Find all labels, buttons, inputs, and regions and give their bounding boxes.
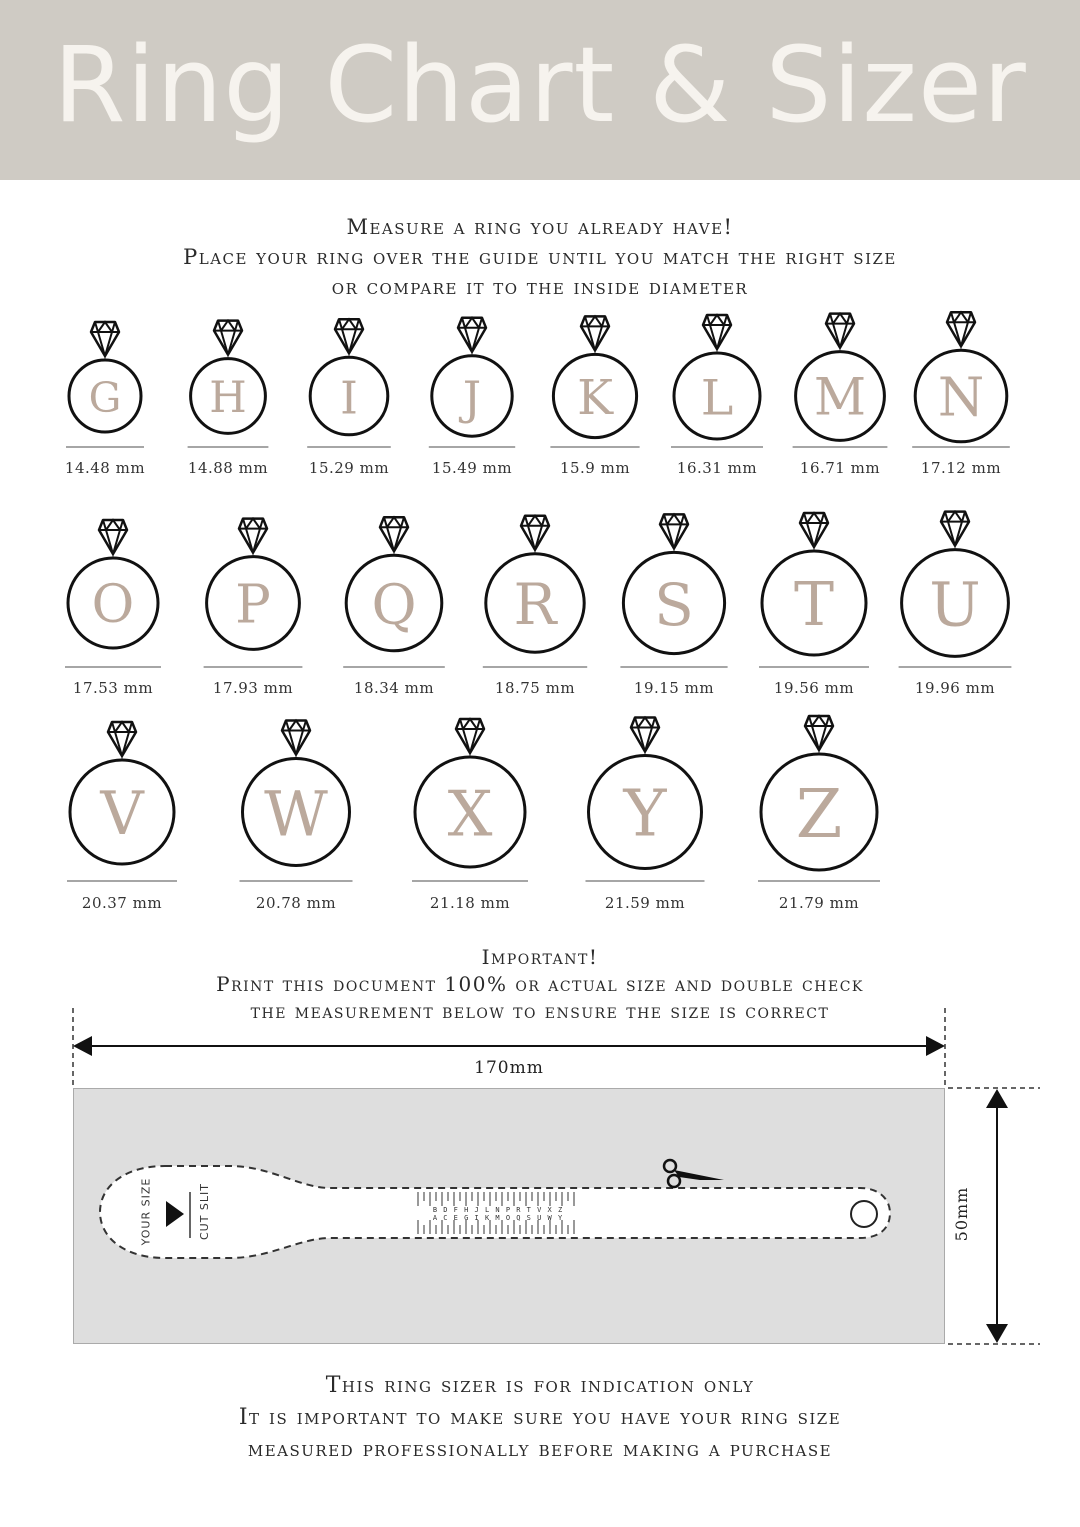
intro-line: or compare it to the inside diameter: [331, 275, 749, 299]
diamond-icon: [800, 513, 828, 547]
disclaimer-text: [0, 1370, 1080, 1466]
ring-i: [307, 319, 391, 477]
ring-letter: N: [937, 367, 985, 429]
ring-size-label: 14.88 mm: [187, 459, 269, 477]
ring-letter: L: [700, 369, 734, 427]
ring-letter: S: [654, 571, 694, 639]
ring-letter: I: [340, 371, 358, 425]
ring-letter: K: [577, 370, 613, 426]
diamond-icon: [521, 516, 549, 550]
ring-size-label: 15.49 mm: [431, 459, 513, 477]
intro-line: Measure a ring you already have!: [346, 215, 734, 239]
ring-letter: O: [91, 575, 135, 635]
ring-s: [620, 514, 727, 697]
scale-letters-bottom: A C E G I K M O Q S U W Y: [432, 1214, 564, 1222]
diamond-icon: [239, 519, 267, 553]
ring-u: [899, 512, 1012, 697]
ring-size-label: 15.9 mm: [559, 459, 631, 477]
arrow-right-icon: [926, 1036, 945, 1056]
ring-size-label: 17.93 mm: [212, 679, 294, 697]
ring-z: [758, 716, 880, 912]
ring-k: [550, 316, 639, 477]
page-title: Ring Chart & Sizer: [53, 24, 1027, 146]
scale-letters-top: B D F H J L N P R T V X Z: [432, 1206, 564, 1214]
intro-line: Place your ring over the guide until you match the right size: [183, 245, 897, 269]
ring-letter: R: [513, 572, 557, 638]
ring-size-label: 20.78 mm: [255, 894, 337, 912]
width-label: 170mm: [474, 1058, 544, 1078]
ring-g: [65, 322, 145, 477]
ring-size-label: 21.18 mm: [429, 894, 511, 912]
ring-size-label: 19.15 mm: [633, 679, 715, 697]
diamond-icon: [108, 722, 136, 756]
diamond-icon: [99, 520, 127, 554]
ring-p: [204, 519, 303, 697]
diamond-icon: [380, 517, 408, 551]
important-line: the measurement below to ensure the size is correct: [250, 999, 830, 1023]
ring-x: [412, 719, 528, 912]
diamond-icon: [703, 315, 731, 349]
ring-v: [67, 722, 177, 912]
cut-slit-label: CUT SLIT: [198, 1182, 212, 1241]
arrow-up-icon: [986, 1089, 1008, 1108]
arrow-down-icon: [986, 1324, 1008, 1343]
ring-size-label: 21.79 mm: [778, 894, 860, 912]
scissors-icon: [664, 1160, 724, 1187]
ring-size-label: 17.53 mm: [72, 679, 154, 697]
important-line: Print this document 100% or actual size and double check: [216, 972, 864, 996]
disclaimer-line: It is important to make sure you have your ring size: [238, 1405, 842, 1430]
ring-letter: Q: [371, 573, 417, 637]
ring-size-label: 20.37 mm: [81, 894, 163, 912]
diamond-icon: [660, 514, 688, 548]
ring-l: [671, 315, 763, 477]
ring-letter: U: [929, 569, 981, 641]
ring-size-label: 21.59 mm: [604, 894, 686, 912]
ring-letter: G: [88, 374, 122, 422]
diamond-icon: [826, 314, 854, 348]
ring-size-label: 19.56 mm: [773, 679, 855, 697]
ring-size-label: 18.34 mm: [353, 679, 435, 697]
ring-size-label: 14.48 mm: [64, 459, 146, 477]
ring-y: [586, 718, 705, 913]
ring-m: [793, 314, 888, 477]
important-line: Important!: [481, 945, 599, 969]
diamond-icon: [947, 312, 975, 346]
diamond-icon: [805, 716, 833, 750]
diamond-icon: [458, 318, 486, 352]
ring-w: [240, 721, 353, 913]
disclaimer-line: measured professionally before making a purchase: [247, 1437, 833, 1462]
ring-t: [759, 513, 869, 697]
diamond-icon: [941, 512, 969, 546]
diamond-icon: [214, 321, 242, 355]
ring-letter: X: [447, 777, 493, 851]
diamond-icon: [581, 316, 609, 350]
ring-letter: V: [100, 779, 144, 849]
ring-h: [188, 321, 269, 477]
ring-letter: P: [235, 574, 271, 636]
ring-size-label: 16.31 mm: [676, 459, 758, 477]
diamond-icon: [335, 319, 363, 353]
ring-size-label: 17.12 mm: [920, 459, 1002, 477]
diamond-icon: [91, 322, 119, 356]
ring-letter: H: [209, 373, 247, 423]
diamond-icon: [631, 718, 659, 752]
ring-letter: M: [813, 368, 867, 428]
disclaimer-line: This ring sizer is for indication only: [325, 1373, 755, 1398]
ring-letter: T: [793, 570, 835, 640]
ring-letter: Y: [623, 776, 667, 852]
diamond-icon: [282, 721, 310, 755]
ring-sizer-strip: [0, 1088, 1080, 1348]
diamond-icon: [456, 719, 484, 753]
width-dimension: [0, 1000, 1080, 1095]
strip-slot-hole: [851, 1201, 877, 1227]
your-size-label: YOUR SIZE: [139, 1177, 153, 1246]
arrow-left-icon: [73, 1036, 92, 1056]
ring-size-label: 15.29 mm: [308, 459, 390, 477]
ring-size-label: 18.75 mm: [494, 679, 576, 697]
ring-n: [912, 312, 1010, 477]
ring-size-label: 19.96 mm: [914, 679, 996, 697]
ring-letter: Z: [795, 775, 843, 853]
height-label: 50mm: [952, 1186, 971, 1242]
ring-j: [429, 318, 515, 477]
ring-o: [65, 520, 161, 697]
ring-letter: W: [264, 777, 328, 851]
ring-letter: J: [462, 371, 482, 425]
ring-r: [483, 516, 587, 697]
ring-q: [343, 517, 445, 697]
ring-size-label: 16.71 mm: [799, 459, 881, 477]
